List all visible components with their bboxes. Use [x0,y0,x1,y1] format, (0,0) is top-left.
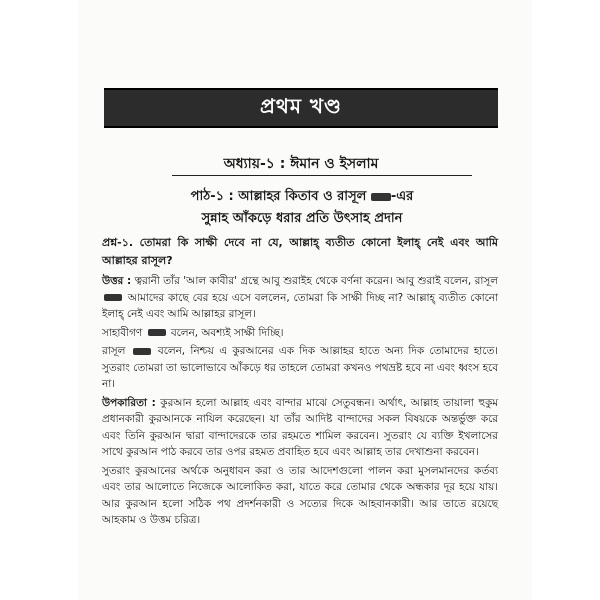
question-text: প্রশ্ন-১. তোমরা কি সাক্ষী দেবে না যে, আল্লাহ্ ব্যতীত কোনো ইলাহ্ নেই এবং আমি আল্লাহর রাসূল? [102,236,498,267]
answer-paragraph [102,273,498,323]
body-text [102,234,498,531]
lesson-title [120,186,484,230]
benefit-label: উপকারিতা : [102,396,156,409]
prophet-saying-part1: রাসূল [102,345,126,357]
benefit-text: কুরআন হলো আল্লাহ এবং বান্দার মাঝে সেতুবন্ধন। অর্থাৎ, আল্লাহ তায়ালা হুকুম প্রধানকারী কুরআনকে নাযিল করেছেন। যা তাঁর আদিষ্ট বান্দাদের সকল বিষয়কে অন্তর্ভুক্ত করে এবং তিনি কুরআন দ্বারা বান্দাদেরকে তার রহমতে শামিল করবেন। সুতরাং যে ব্যক্তি ইখলাসের সাথে কুরআন পাঠ করবে তার ওপর রহমত প্রবাহিত হবে এবং আল্লাহ তার দেখাশুনা করবেন। [102,396,499,458]
heading-divider [172,175,472,176]
benefit-paragraph [102,395,498,461]
lesson-line2: সুন্নাহ আঁকড়ে ধরার প্রতি উৎসাহ প্রদান [201,211,403,226]
answer-part2: আমাদের কাছে বের হয়ে এসে বললেন, তোমরা কি সাক্ষী দিচ্ছ না? আল্লাহ্ ব্যতীত কোনো ইলাহ্ নেই এবং আমি আল্লাহর রাসূল। [102,291,498,320]
lesson-line1-after: -এর [390,189,414,204]
companions-part2: বলেন, অবশ্যই সাক্ষী দিচ্ছি। [170,326,284,339]
answer-part1: ত্বরানী তাঁর 'আল কাবীর' গ্রন্থে আবু শুরাইহ থেকে বর্ণনা করেন। আবু শুরাই বলেন, রাসূল [134,275,498,287]
answer-label: উত্তর : [102,275,132,287]
closing-paragraph: সুতরাং কুরআনের অর্থকে অনুধাবন করা ও তার আদেশগুলো পালন করা মুসলমানদের কর্তব্য এবং তার আলোতে নিজেকে আলোকিত করা, যাতে করে তোমার থেকে অন্ধকার দূর হয়ে যায়। আর কুরআন হলো সঠিক পথ প্রদর্শনকারী ও সত্যের দিকে আহবানকারী। আর তাতে রয়েছে আহকাম ও উত্তম চরিত্র। [102,464,498,526]
salutation-glyph-icon [371,193,391,201]
salutation-glyph-icon [133,348,151,355]
banner-title: প্রথম খণ্ড [259,93,343,118]
companions-part1: সাহাবীগণ [102,326,143,339]
companions-paragraph [102,325,498,342]
lesson-line1-before: পাঠ-১ : আল্লাহর কিতাব ও রাসূল [190,189,367,204]
salutation-glyph-icon [148,329,166,336]
salutation-glyph-icon [104,294,122,301]
prophet-saying-part2: বলেন, নিশ্চয় এ কুরআনের এক দিক আল্লাহর হাতে অন্য দিক তোমাদের হাতে। সুতরাং তোমরা তা ভালোভাবে আঁকড়ে ধর তাহলে তোমরা কখনও পথভ্রষ্ট হবে না এবং ধ্বংস হবে না। [102,345,498,390]
section-banner [104,88,498,128]
chapter-heading: অধ্যায়-১ : ঈমান ও ইসলাম [223,156,379,172]
prophet-saying-paragraph [102,343,498,393]
